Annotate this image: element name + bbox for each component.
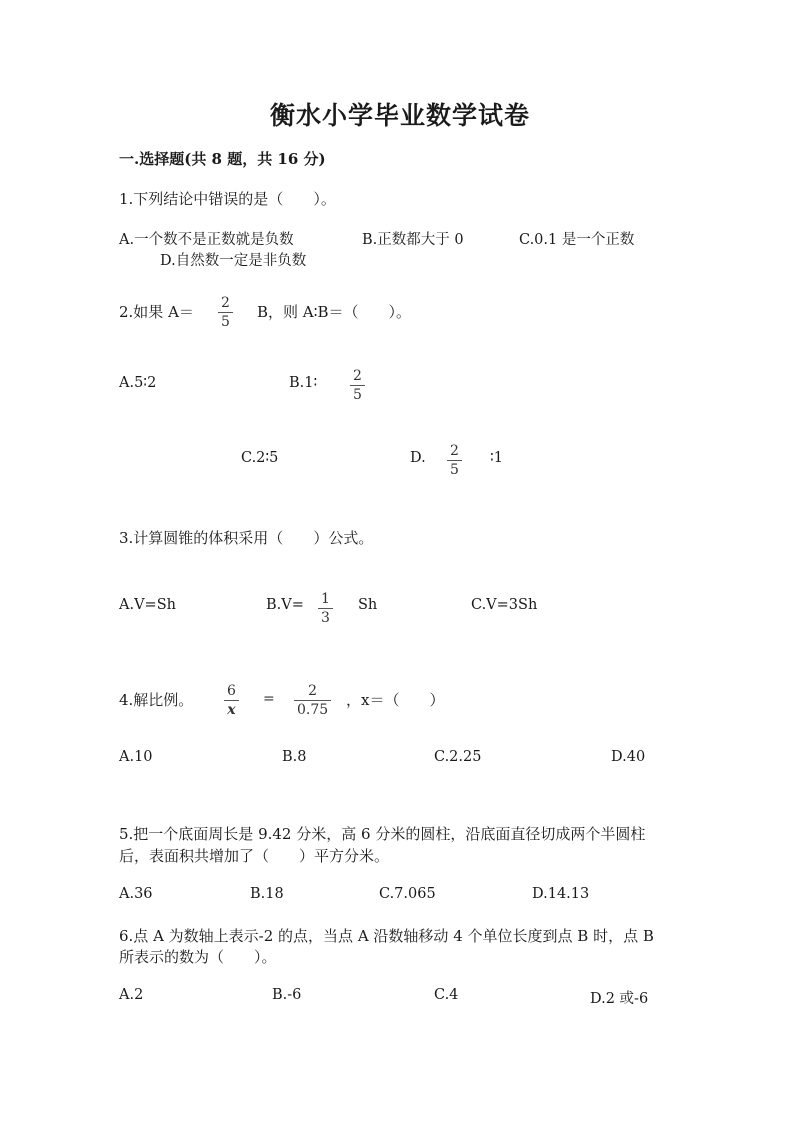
question-3-option-c: C.V=3Sh — [471, 597, 538, 613]
fraction-denominator: 5 — [218, 312, 233, 329]
question-4-option-b: B.8 — [282, 749, 307, 765]
question-6-line-1: 6.点 A 为数轴上表示-2 的点，当点 A 沿数轴移动 4 个单位长度到点 B 时，点 B — [119, 927, 654, 945]
question-5-line-1: 5.把一个底面周长是 9.42 分米，高 6 分米的圆柱，沿底面直径切成两个半圆柱 — [119, 825, 646, 843]
question-1-option-b: B.正数都大于 0 — [362, 232, 464, 248]
question-6-option-b: B.-6 — [272, 987, 302, 1003]
question-2-option-b-fraction — [350, 369, 365, 402]
fraction-denominator: 5 — [447, 460, 462, 477]
question-6-option-a: A.2 — [119, 987, 144, 1003]
question-3-option-b-fraction — [318, 592, 333, 625]
question-1-option-a: A.一个数不是正数就是负数 — [119, 232, 294, 248]
question-6-option-d: D.2 或-6 — [590, 991, 649, 1007]
question-4-stem-suffix: ，x＝（ ） — [346, 691, 445, 709]
question-2-stem-suffix: B，则 A∶B＝（ ）。 — [257, 303, 412, 321]
question-4-left-fraction — [224, 684, 239, 717]
question-1-option-d: D.自然数一定是非负数 — [160, 253, 307, 269]
question-6-option-c: C.4 — [434, 987, 459, 1003]
question-1-stem: 1.下列结论中错误的是（ ）。 — [119, 190, 336, 208]
question-2-option-a: A.5∶2 — [119, 375, 157, 391]
question-2-option-d-suffix: ∶1 — [490, 450, 503, 466]
fraction-numerator: 1 — [321, 591, 330, 607]
question-5-option-b: B.18 — [250, 886, 284, 902]
question-5-option-d: D.14.13 — [532, 886, 590, 902]
fraction-denominator: 5 — [350, 385, 365, 402]
fraction-numerator: 2 — [308, 683, 318, 699]
question-2-fraction — [218, 296, 233, 329]
question-3-option-b-prefix: B.V= — [266, 597, 304, 613]
question-4-option-d: D.40 — [611, 749, 646, 765]
question-2-option-c: C.2∶5 — [241, 450, 279, 466]
fraction-denominator: 0.75 — [294, 700, 331, 717]
question-5-line-2: 后，表面积共增加了（ ）平方分米。 — [119, 847, 390, 865]
question-2-stem-prefix: 2.如果 A＝ — [119, 303, 194, 321]
question-3-option-b-suffix: Sh — [358, 597, 378, 613]
question-3-option-a: A.V=Sh — [119, 597, 176, 613]
question-6-line-2: 所表示的数为（ ）。 — [119, 948, 277, 966]
fraction-denominator: x — [224, 700, 238, 717]
question-5-option-c: C.7.065 — [379, 886, 436, 902]
question-4-option-a: A.10 — [119, 749, 153, 765]
question-3-stem: 3.计算圆锥的体积采用（ ）公式。 — [119, 529, 374, 547]
question-4-right-fraction — [294, 684, 331, 717]
question-2-option-b-prefix: B.1∶ — [289, 375, 318, 391]
fraction-denominator: 3 — [318, 608, 333, 625]
question-2-option-d-prefix: D. — [410, 450, 426, 466]
fraction-numerator: 2 — [450, 443, 459, 459]
question-4-stem: 4.解比例。 — [119, 691, 194, 709]
fraction-numerator: 2 — [353, 368, 362, 384]
question-1-option-c: C.0.1 是一个正数 — [519, 232, 635, 248]
section-heading: 一.选择题(共 8 题，共 16 分) — [119, 150, 326, 168]
fraction-numerator: 2 — [221, 295, 230, 311]
page-title: 衡水小学毕业数学试卷 — [269, 101, 530, 130]
question-5-option-a: A.36 — [119, 886, 153, 902]
equals-sign: = — [263, 691, 275, 707]
fraction-numerator: 6 — [227, 683, 236, 699]
question-4-option-c: C.2.25 — [434, 749, 482, 765]
question-2-option-d-fraction — [447, 444, 462, 477]
